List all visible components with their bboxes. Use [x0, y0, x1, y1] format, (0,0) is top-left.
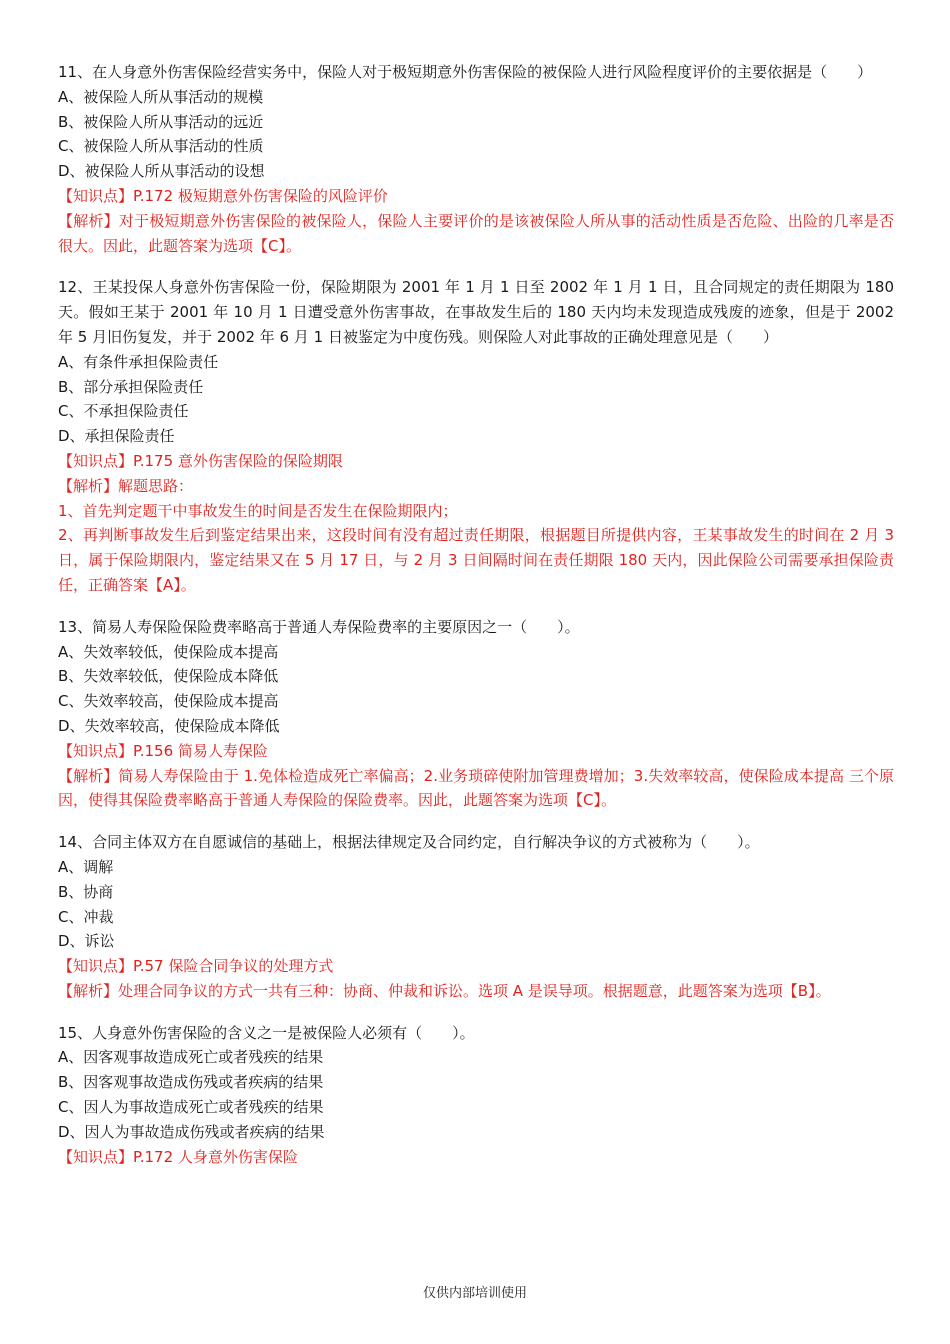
analysis-text: 【解析】处理合同争议的方式一共有三种：协商、仲裁和诉讼。选项 A 是误导项。根据题意，此题答案为选项【B】。 [58, 981, 831, 1000]
answer-option: A、调解 [58, 857, 114, 876]
knowledge-point: 【知识点】P.175 意外伤害保险的保险期限 [58, 451, 343, 470]
analysis-text: 1、首先判定题干中事故发生的时间是否发生在保险期限内； [58, 501, 458, 520]
answer-option: A、因客观事故造成死亡或者残疾的结果 [58, 1048, 324, 1067]
question-text: 12、王某投保人身意外伤害保险一份，保险期限为 2001 年 1 月 1 日至 2002 年 1 月 1 日，且合同规定的责任期限为 180 天。假如王某于 2001 年 10 月 1 日遭受意外伤害事故，在事故发生后的 180 天内均未发现造成残废的迹象，但是于 2002 年 5 月旧伤复发，并于 2002 年 6 月 1 日被鉴定为中度伤残。则保险人对此事故的正确处理意见是（ ） [58, 278, 894, 346]
analysis-text: 2、再判断事故发生后到鉴定结果出来，这段时间有没有超过责任期限，根据题目所提供内容，王某事故发生的时间在 2 月 3 日，属于保险期限内，鉴定结果又在 5 月 17 日，与 2 月 3 日间隔时间在责任期限 180 天内，因此保险公司需要承担保险责任，正确答案【A】。 [58, 526, 894, 594]
knowledge-point: 【知识点】P.172 极短期意外伤害保险的风险评价 [58, 186, 388, 205]
question-text: 15、人身意外伤害保险的含义之一是被保险人必须有（ ）。 [58, 1023, 475, 1042]
answer-option: C、失效率较高，使保险成本提高 [58, 692, 279, 711]
knowledge-point: 【知识点】P.156 简易人寿保险 [58, 741, 268, 760]
knowledge-point: 【知识点】P.172 人身意外伤害保险 [58, 1147, 298, 1166]
question-block [58, 275, 894, 597]
answer-option: A、被保险人所从事活动的规模 [58, 87, 264, 106]
answer-option: D、承担保险责任 [58, 427, 175, 446]
question-text: 11、在人身意外伤害保险经营实务中，保险人对于极短期意外伤害保险的被保险人进行风险程度评价的主要依据是（ ） [58, 63, 873, 81]
question-block [58, 60, 894, 258]
answer-option: D、因人为事故造成伤残或者疾病的结果 [58, 1122, 325, 1141]
answer-option: C、不承担保险责任 [58, 402, 189, 421]
answer-option: A、失效率较低，使保险成本提高 [58, 642, 279, 661]
answer-option: B、被保险人所从事活动的远近 [58, 112, 264, 131]
answer-option: D、诉讼 [58, 932, 115, 951]
answer-option: C、冲裁 [58, 907, 114, 926]
question-block [58, 1021, 894, 1170]
answer-option: B、部分承担保险责任 [58, 377, 204, 396]
question-text: 13、简易人寿保险保险费率略高于普通人寿保险费率的主要原因之一（ ）。 [58, 617, 580, 636]
answer-option: D、失效率较高，使保险成本降低 [58, 716, 280, 735]
question-block [58, 830, 894, 1004]
answer-option: B、协商 [58, 882, 114, 901]
analysis-text: 【解析】对于极短期意外伤害保险的被保险人，保险人主要评价的是该被保险人所从事的活动性质是否危险、出险的几率是否很大。因此，此题答案为选项【C】。 [58, 211, 894, 255]
page-footer: 仅供内部培训使用 [422, 1286, 527, 1301]
answer-option: A、有条件承担保险责任 [58, 352, 219, 371]
answer-option: C、被保险人所从事活动的性质 [58, 137, 264, 156]
question-text: 14、合同主体双方在自愿诚信的基础上，根据法律规定及合同约定，自行解决争议的方式被称为（ ）。 [58, 833, 760, 852]
knowledge-point: 【知识点】P.57 保险合同争议的处理方式 [58, 957, 334, 976]
analysis-text: 【解析】解题思路： [58, 476, 194, 495]
answer-option: C、因人为事故造成死亡或者残疾的结果 [58, 1098, 324, 1117]
answer-option: B、失效率较低，使保险成本降低 [58, 667, 279, 686]
answer-option: B、因客观事故造成伤残或者疾病的结果 [58, 1073, 324, 1092]
document-body [58, 60, 894, 1186]
question-block [58, 615, 894, 813]
answer-option: D、被保险人所从事活动的设想 [58, 162, 265, 181]
analysis-text: 【解析】简易人寿保险由于 1.免体检造成死亡率偏高；2.业务琐碎使附加管理费增加；3.失效率较高，使保险成本提高 三个原因，使得其保险费率略高于普通人寿保险的保险费率。因此，此题答案为选项【C】。 [58, 766, 894, 810]
